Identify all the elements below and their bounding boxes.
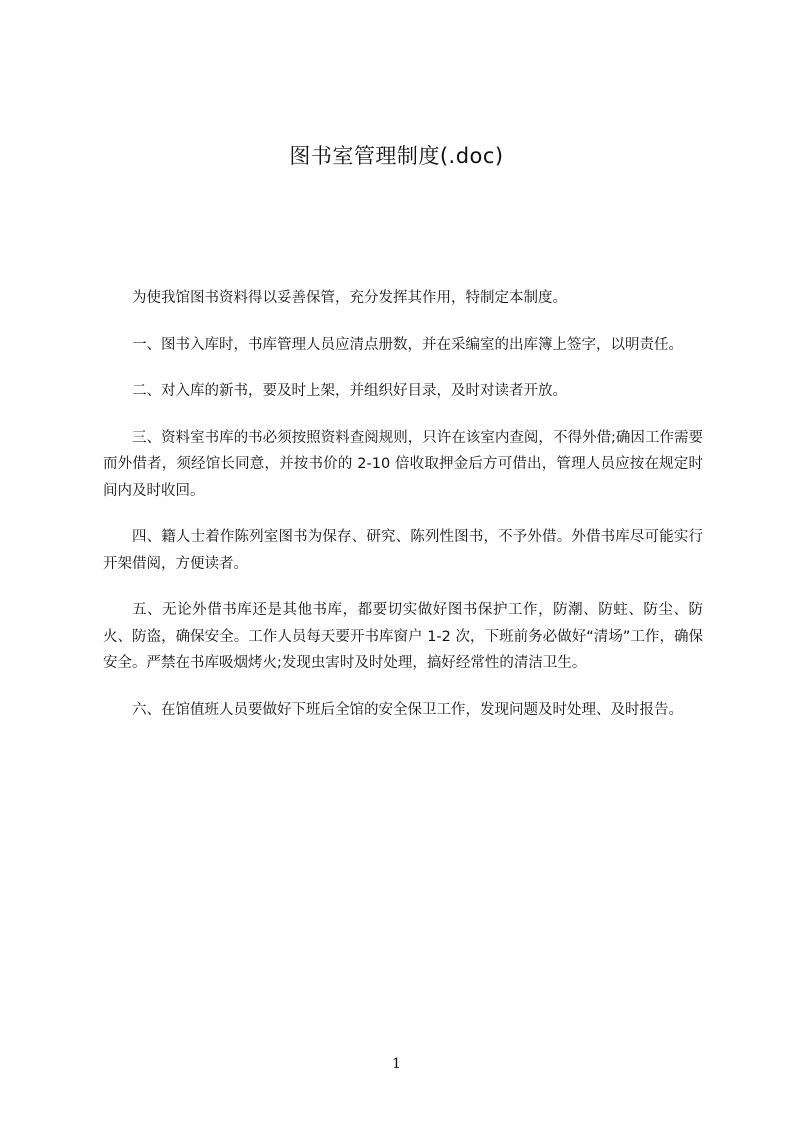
rule-5-paragraph: 五、无论外借书库还是其他书库，都要切实做好图书保护工作，防潮、防蛀、防尘、防火、防盗，确保安全。工作人员每天要开书库窗户 1-2 次，下班前务必做好“清场”工作，确保安全。严禁在书库吸烟烤火;发现虫害时及时处理，搞好经常性的清洁卫生。 (103, 602, 703, 671)
rule-1-paragraph: 一、图书入库时，书库管理人员应清点册数，并在采编室的出库簿上签字，以明责任。 (132, 336, 683, 353)
intro-paragraph: 为使我馆图书资料得以妥善保管，充分发挥其作用，特制定本制度。 (132, 290, 567, 306)
page-number: 1 (392, 1056, 401, 1072)
document-body (103, 285, 703, 743)
rule-3-paragraph: 三、资料室书库的书必须按照资料查阅规则，只许在该室内查阅，不得外借;确因工作需要而外借者，须经馆长同意，并按书价的 2-10 倍收取押金后方可借出，管理人员应按在规定时间内及时收回。 (103, 429, 703, 499)
rule-2-paragraph: 二、对入库的新书，要及时上架，并组织好目录，及时对读者开放。 (132, 383, 567, 399)
rule-4-paragraph: 四、籍人士着作陈列室图书为保存、研究、陈列性图书，不予外借。外借书库尽可能实行开架借阅，方便读者。 (103, 529, 703, 572)
rule-6-paragraph: 六、在馆值班人员要做好下班后全馆的安全保卫工作，发现问题及时处理、及时报告。 (132, 701, 683, 718)
document-title: 图书室管理制度(.doc) (289, 144, 504, 168)
